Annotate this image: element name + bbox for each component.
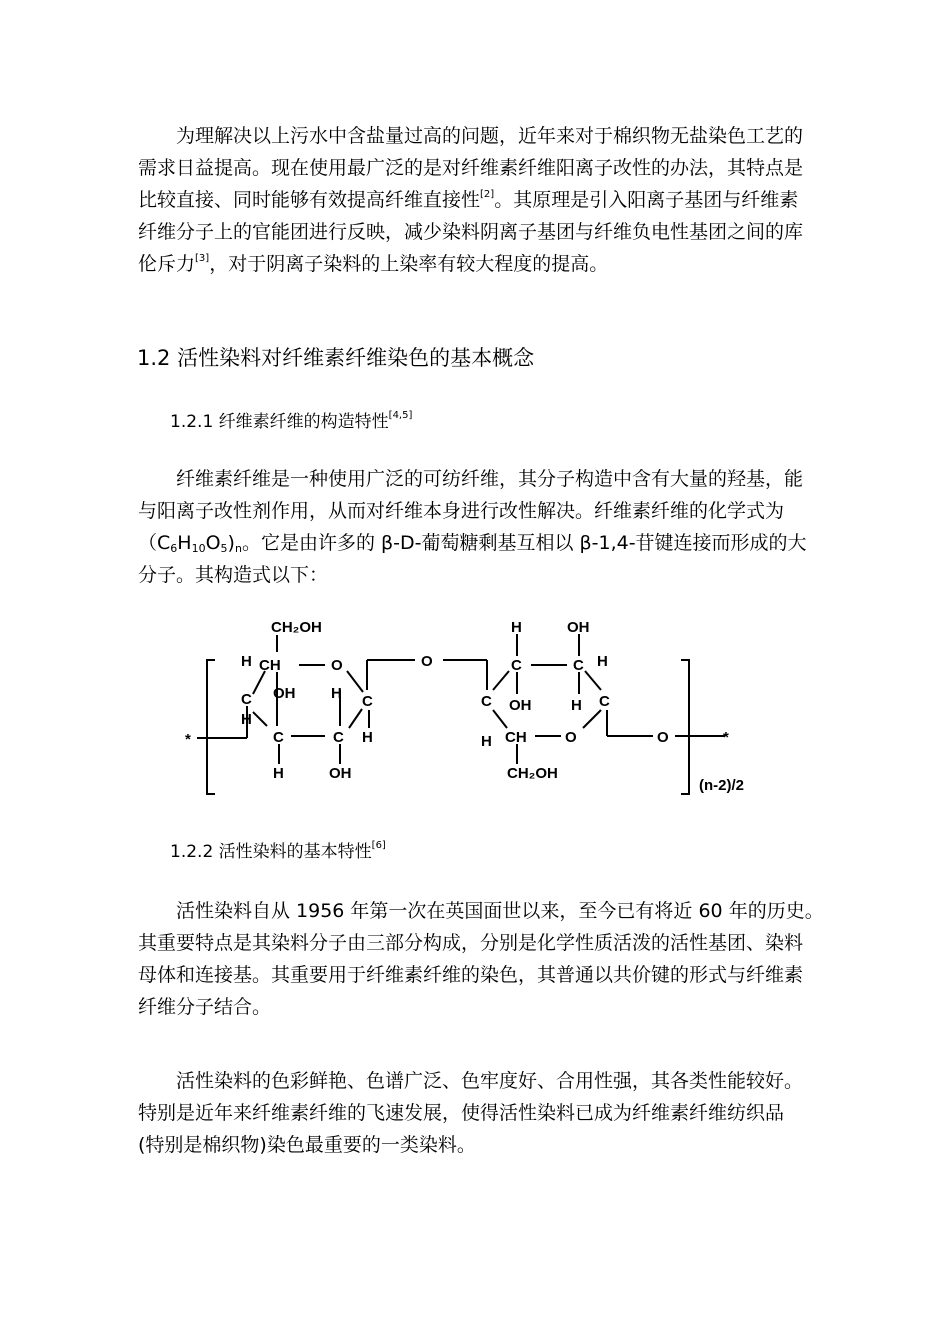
citation-ref: [3] bbox=[195, 253, 210, 264]
paragraph-reactive-dye-history bbox=[138, 895, 824, 1023]
text-line: 活性染料自从 1956 年第一次在英国面世以来，至今已有将近 60 年的历史。 bbox=[176, 900, 824, 922]
formula-atom: C bbox=[573, 657, 584, 674]
formula-atom: C bbox=[362, 693, 373, 710]
formula-atom: H bbox=[273, 765, 284, 782]
text-line: 比较直接、同时能够有效提高纤维直接性[2]。其原理是引入阳离子基团与纤维素 bbox=[138, 189, 799, 211]
paragraph-salt-free-dyeing bbox=[138, 120, 818, 280]
text-line: (特别是棉织物)染色最重要的一类染料。 bbox=[138, 1134, 476, 1156]
text-line: 为理解决以上污水中含盐量过高的问题，近年来对于棉织物无盐染色工艺的 bbox=[176, 125, 804, 147]
formula-atom: H bbox=[362, 729, 373, 746]
text-line: $(C_6H_{10}O_5)_n$。它是由许多的 β-D-葡萄糖剩基互相以 β-1,4-苷键连接而形成的大 bbox=[138, 532, 807, 555]
formula-atom: C bbox=[273, 729, 284, 746]
text-line: 母体和连接基。其重要用于纤维素纤维的染色，其普通以共价键的形式与纤维素 bbox=[138, 964, 804, 986]
text-line: 纤维分子结合。 bbox=[138, 996, 272, 1018]
citation-ref: [2] bbox=[480, 189, 495, 200]
text-line: 纤维素纤维是一种使用广泛的可纺纤维，其分子构造中含有大量的羟基，能 bbox=[176, 468, 804, 490]
star-left: * bbox=[185, 731, 191, 748]
formula-atom: CH bbox=[259, 657, 281, 674]
section-heading-1-2: 1.2 活性染料对纤维素纤维染色的基本概念 bbox=[137, 346, 535, 370]
formula-atom: OH bbox=[329, 765, 352, 782]
formula-atom: H bbox=[571, 697, 582, 714]
bridge-oxygen: O bbox=[421, 653, 433, 670]
formula-atom: OH bbox=[567, 619, 590, 636]
formula-atom: C bbox=[333, 729, 344, 746]
formula-atom: O bbox=[331, 657, 343, 674]
formula-atom: H bbox=[511, 619, 522, 636]
ch2oh-top-label: CH₂OH bbox=[271, 619, 322, 636]
formula-atom: C bbox=[481, 693, 492, 710]
formula-atom: CH bbox=[505, 729, 527, 746]
chain-oxygen: O bbox=[657, 729, 669, 746]
formula-atom: H bbox=[241, 653, 252, 670]
repeat-unit-label: (n-2)/2 bbox=[699, 777, 744, 794]
section-heading-1-2-1: 1.2.1 纤维素纤维的构造特性[4,5] bbox=[170, 410, 413, 432]
text-line: 与阳离子改性剂作用，从而对纤维本身进行改性解决。纤维素纤维的化学式为 bbox=[138, 500, 785, 522]
paragraph-cellulose-structure bbox=[138, 463, 818, 591]
formula-atom: H bbox=[481, 733, 492, 750]
section-heading-1-2-2: 1.2.2 活性染料的基本特性[6] bbox=[170, 840, 386, 862]
formula-atom: H bbox=[597, 653, 608, 670]
formula-atom: O bbox=[565, 729, 577, 746]
text-line: 其重要特点是其染料分子由三部分构成，分别是化学性质活泼的活性基团、染料 bbox=[138, 932, 804, 954]
formula-atom: C bbox=[241, 691, 252, 708]
formula-atom: H bbox=[241, 711, 252, 728]
ch2oh-bottom-label: CH₂OH bbox=[507, 765, 558, 782]
text-line: 分子。其构造式以下： bbox=[138, 564, 329, 586]
formula-atom: C bbox=[511, 657, 522, 674]
text-line: 特别是近年来纤维素纤维的飞速发展，使得活性染料已成为纤维素纤维纺织品 bbox=[138, 1102, 785, 1124]
formula-atom: OH bbox=[273, 685, 296, 702]
citation-ref: [6] bbox=[371, 840, 386, 851]
formula-atom: H bbox=[331, 685, 342, 702]
paragraph-reactive-dye-properties bbox=[138, 1065, 818, 1161]
text-line: 需求日益提高。现在使用最广泛的是对纤维素纤维阳离子改性的办法，其特点是 bbox=[138, 157, 804, 179]
cellulose-structural-formula bbox=[175, 614, 795, 804]
formula-atom: OH bbox=[509, 697, 532, 714]
text-line: 活性染料的色彩鲜艳、色谱广泛、色牢度好、合用性强，其各类性能较好。 bbox=[176, 1070, 804, 1092]
text-line: 纤维分子上的官能团进行反映，减少染料阴离子基团与纤维负电性基团之间的库 bbox=[138, 221, 804, 243]
text-line: 伦斥力[3]，对于阴离子染料的上染率有较大程度的提高。 bbox=[138, 253, 609, 275]
star-right: * bbox=[723, 729, 729, 746]
formula-atom: C bbox=[599, 693, 610, 710]
citation-ref: [4,5] bbox=[388, 410, 413, 421]
formula-svg bbox=[175, 614, 795, 804]
